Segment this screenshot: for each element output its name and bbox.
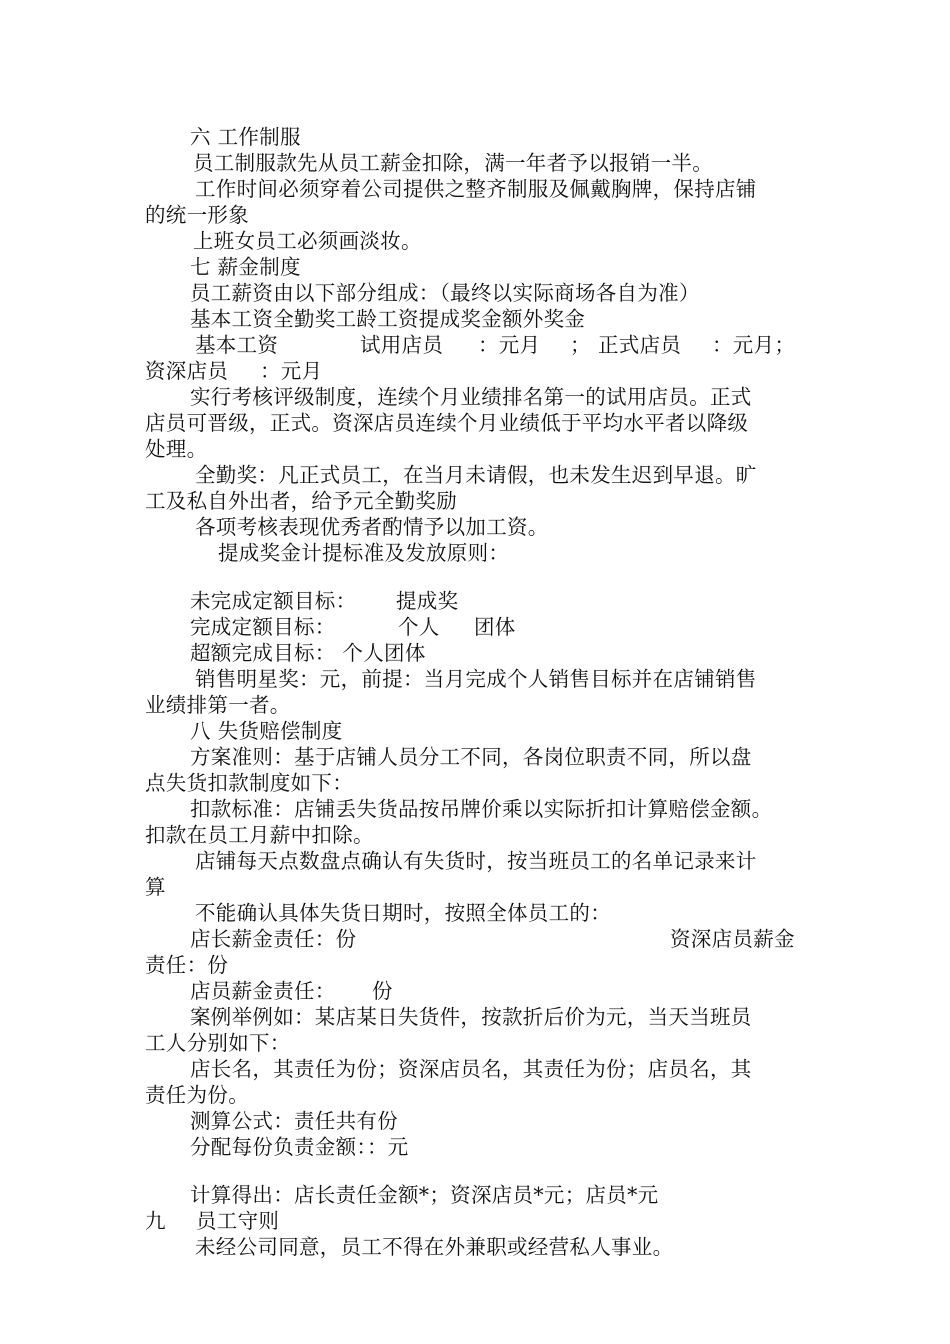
senior-liability: 资深店员薪金 [670,927,795,951]
paragraph: 全勤奖：凡正式员工，在当月未请假，也未发生迟到早退。旷 [195,463,757,487]
trial-staff-value: ：元月 [478,333,541,357]
commission-row-label: 完成定额目标： [190,615,336,639]
paragraph: 工及私自外出者，给予元全勤奖励 [145,489,457,513]
commission-row: 超额完成目标： 个人团体 [190,641,426,665]
paragraph: 计算得出：店长责任金额*；资深店员*元；店员*元 [190,1183,659,1207]
paragraph: 员工制服款先从员工薪金扣除，满一年者予以报销一半。 [193,151,713,175]
paragraph: 实行考核评级制度，连续个月业绩排名第一的试用店员。正式 [190,385,752,409]
paragraph: 未经公司同意，员工不得在外兼职或经营私人事业。 [195,1235,674,1259]
regular-staff-label: 正式店员 [598,333,682,357]
paragraph: 店铺每天点数盘点确认有失货时，按当班员工的名单记录来计 [195,849,757,873]
paragraph: 销售明星奖：元，前提：当月完成个人销售目标并在店铺销售 [195,667,757,691]
paragraph: 点失货扣款制度如下： [145,771,353,795]
paragraph: 处理。 [145,437,208,461]
paragraph: 扣款在员工月薪中扣除。 [145,823,374,847]
section-9-number: 九 [145,1209,166,1233]
paragraph: 分配每份负责金额：：元 [190,1135,409,1159]
base-salary-label: 基本工资 [195,333,279,357]
section-6-heading: 六 工作制服 [190,125,301,149]
paragraph: 员工薪资由以下部分组成：（最终以实际商场各自为准） [190,281,700,305]
paragraph: 工人分别如下： [145,1031,291,1055]
trial-staff-label: 试用店员 [360,333,444,357]
paragraph: 店长名，其责任为份；资深店员名，其责任为份；店员名，其 [190,1057,752,1081]
commission-row-value: 个人 [398,615,440,639]
commission-row-value: 团体 [474,615,516,639]
separator: ； [570,333,591,357]
paragraph: 提成奖金计提标准及发放原则： [218,541,510,565]
paragraph: 上班女员工必须画淡妆。 [193,229,422,253]
paragraph: 各项考核表现优秀者酌情予以加工资。 [195,515,549,539]
regular-staff-value: ：元月； [712,333,796,357]
paragraph: 基本工资全勤奖工龄工资提成奖金额外奖金 [190,307,586,331]
staff-liability-value: 份 [372,979,393,1003]
paragraph: 业绩排第一者。 [145,693,291,717]
section-7-heading: 七 薪金制度 [190,255,301,279]
paragraph: 店员可晋级，正式。资深店员连续个月业绩低于平均水平者以降级 [145,411,749,435]
paragraph: 不能确认具体失货日期时，按照全体员工的： [195,901,611,925]
paragraph: 工作时间必须穿着公司提供之整齐制服及佩戴胸牌，保持店铺 [195,177,757,201]
senior-staff-label: 资深店员 [145,359,229,383]
senior-staff-value: ：元月 [260,359,323,383]
commission-row-label: 未完成定额目标： [190,589,357,613]
paragraph: 测算公式：责任共有份 [190,1109,398,1133]
commission-row-value: 提成奖 [396,589,459,613]
paragraph: 案例举例如：某店某日失货件，按款折后价为元，当天当班员 [190,1005,752,1029]
manager-liability: 店长薪金责任：份 [190,927,357,951]
senior-liability-cont: 责任：份 [145,953,229,977]
paragraph: 的统一形象 [145,203,249,227]
paragraph: 扣款标准：店铺丢失货品按吊牌价乘以实际折扣计算赔偿金额。 [190,797,773,821]
staff-liability-label: 店员薪金责任： [190,979,336,1003]
section-9-heading: 员工守则 [196,1209,280,1233]
paragraph: 方案准则：基于店铺人员分工不同，各岗位职责不同，所以盘 [190,745,752,769]
section-8-heading: 八 失货赔偿制度 [190,719,343,743]
paragraph: 算 [145,875,166,899]
paragraph: 责任为份。 [145,1083,249,1107]
